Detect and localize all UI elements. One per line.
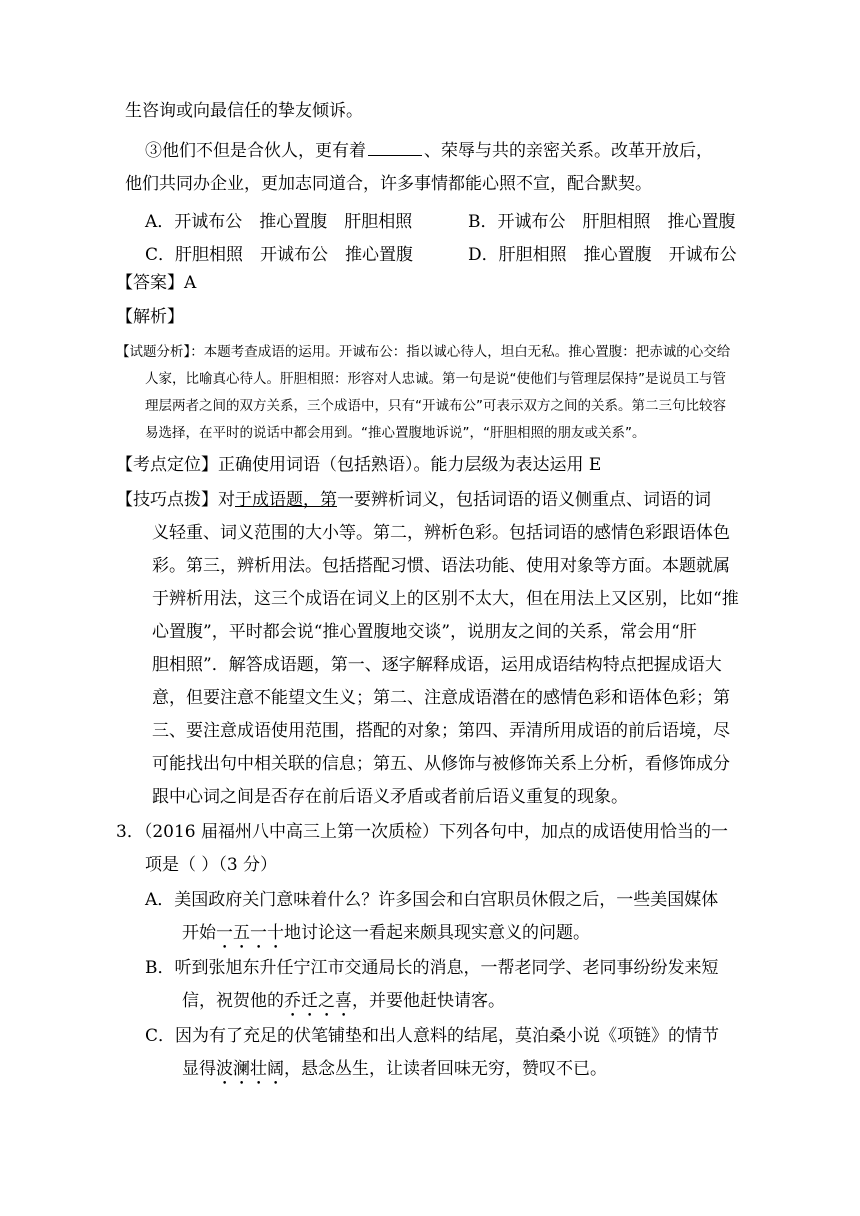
sentence-3-line-1 (145, 141, 713, 161)
sentence-3-part-a: ③他们不但是合伙人，更有着 (145, 141, 366, 161)
option-b: B．开诚布公 肝胆相照 推心置腹 (468, 212, 736, 232)
analysis-heading: 【解析】 (116, 307, 184, 327)
sentence-3-part-b: 、荣辱与共的亲密关系。改革开放后， (424, 141, 713, 161)
question-3-option-a-line-2 (182, 923, 590, 953)
jiqiao-line: 胆相照”．解答成语题，第一、逐字解释成语，运用成语结构特点把握成语大 (152, 655, 722, 675)
text: ，并要他赶快请客。 (352, 991, 505, 1011)
analysis-line: 易选择，在平时的说话中都会用到。“推心置腹地诉说”，“肝胆相照的朋友或关系”。 (145, 425, 646, 441)
jiqiao-line: 意，但要注意不能望文生义；第二、注意成语潜在的感情色彩和语体色彩；第 (152, 688, 730, 708)
jiqiao-line: 心置腹”，平时都会说“推心置腹地交谈”，说朋友之间的关系，常会用“肝 (152, 622, 697, 642)
jiqiao-line: 义轻重、词义范围的大小等。第二，辨析色彩。包括词语的感情色彩跟语体色 (152, 523, 730, 543)
kaodian-line: 【考点定位】正确使用词语（包括熟语）。能力层级为表达运用 E (116, 455, 602, 475)
sentence-3-line-2: 他们共同办企业，更加志同道合，许多事情都能心照不宣，配合默契。 (125, 174, 652, 194)
jiqiao-line: 可能找出句中相关联的信息；第五、从修饰与被修饰关系上分析，看修饰成分 (152, 754, 730, 774)
text: 信，祝贺他的 (182, 991, 284, 1011)
jiqiao-line: 彩。第三，辨析用法。包括搭配习惯、语法功能、使用对象等方面。本题就属 (152, 556, 730, 576)
question-3-option-b-line-1: B．听到张旭东升任宁江市交通局长的消息，一帮老同学、老同事纷纷发来短 (145, 958, 719, 978)
question-3-option-c-line-2 (182, 1059, 607, 1089)
jiqiao-line: 跟中心词之间是否存在前后语义矛盾或者前后语义重复的现象。 (152, 787, 628, 807)
jiqiao-line-1 (116, 490, 711, 510)
jiqiao-line: 三、要注意成语使用范围，搭配的对象；第四、弄清所用成语的前后语境，尽 (152, 721, 730, 741)
fill-blank (368, 141, 422, 156)
dotted-idiom: 乔迁之喜 (284, 991, 352, 1011)
option-a: A．开诚布公 推心置腹 肝胆相照 (145, 212, 413, 232)
jiqiao-underlined: 于成语题，第 (235, 490, 337, 510)
jiqiao-prefix: 【技巧点拨】对 (116, 490, 235, 510)
option-d: D．肝胆相照 推心置腹 开诚布公 (468, 245, 737, 265)
text: 显得 (182, 1059, 216, 1079)
analysis-line: 人家，比喻真心待人。肝胆相照：形容对人忠诚。第一句是说“使他们与管理层保持”是说员工与管 (145, 371, 726, 387)
dotted-idiom: 一五一十 (216, 923, 284, 943)
answer-line: 【答案】A (116, 273, 197, 293)
question-3-option-c-line-1: C．因为有了充足的伏笔铺垫和出人意料的结尾，莫泊桑小说《项链》的情节 (145, 1026, 720, 1046)
option-c: C．肝胆相照 开诚布公 推心置腹 (145, 245, 414, 265)
question-3-option-b-line-2 (182, 991, 505, 1021)
analysis-line: 【试题分析】：本题考查成语的运用。开诚布公：指以诚心待人，坦白无私。推心置腹：把赤诚的心交给 (116, 344, 731, 360)
text: 开始 (182, 923, 216, 943)
dotted-idiom: 波澜壮阔 (216, 1059, 284, 1079)
analysis-line: 理层两者之间的双方关系，三个成语中，只有“开诚布公”可表示双方之间的关系。第二三句比较容 (145, 398, 726, 414)
text: ，悬念丛生，让读者回味无穷，赞叹不已。 (284, 1059, 607, 1079)
question-3-stem-line-2: 项是（ ）（3 分） (145, 855, 278, 875)
jiqiao-line: 于辨析用法，这三个成语在词义上的区别不太大，但在用法上又区别，比如“推 (152, 589, 739, 609)
question-3-option-a-line-1: A．美国政府关门意味着什么？许多国会和白宫职员休假之后，一些美国媒体 (145, 890, 719, 910)
text: 地讨论这一看起来颇具现实意义的问题。 (284, 923, 590, 943)
body-text-line: 生咨询或向最信任的挚友倾诉。 (125, 101, 363, 121)
jiqiao-rest: 一要辨析词义，包括词语的语义侧重点、词语的词 (337, 490, 711, 510)
question-3-stem-line-1: 3．（2016 届福州八中高三上第一次质检）下列各句中，加点的成语使用恰当的一 (116, 822, 728, 842)
